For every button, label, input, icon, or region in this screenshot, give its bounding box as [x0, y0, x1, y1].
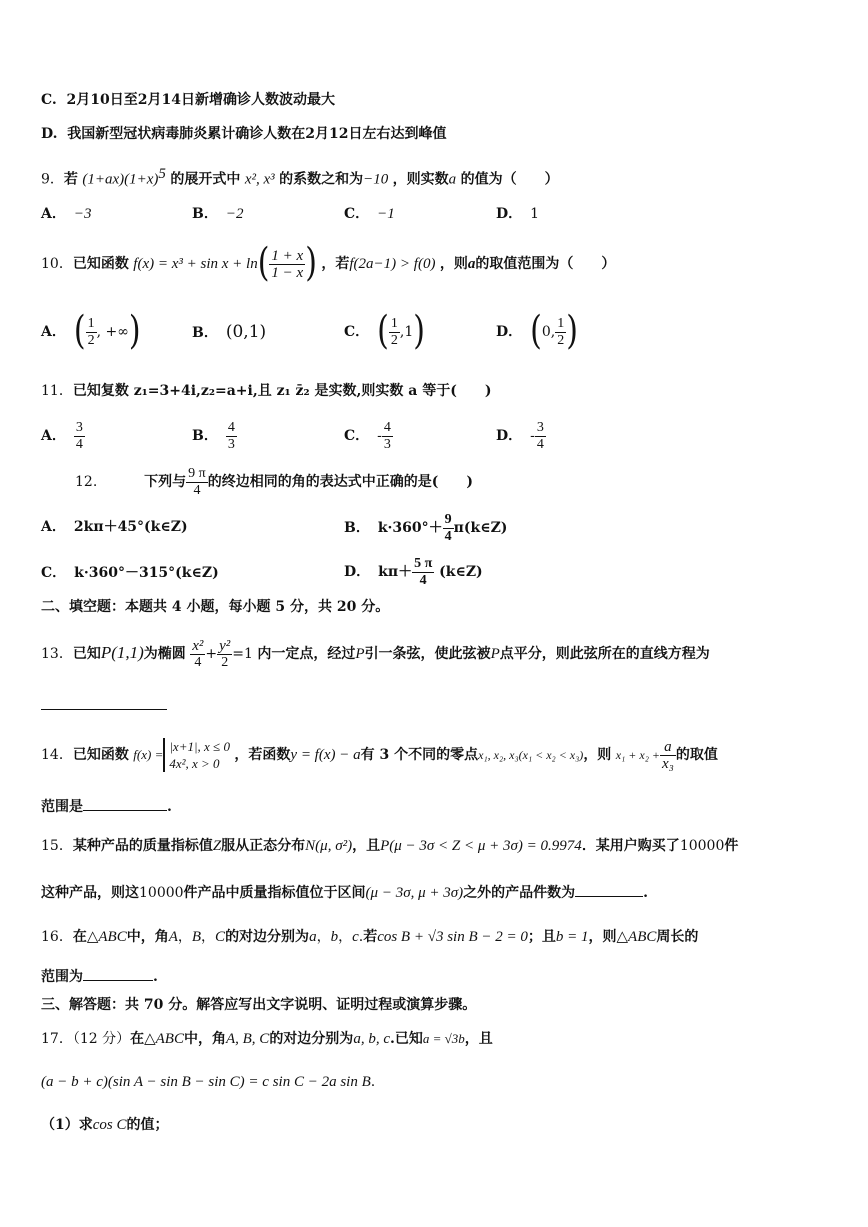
q12-option-d: D． kπ＋ $\frac{5 \pi}{4}$ (k∈Z): [344, 555, 483, 588]
q12-option-c: C． k·360°－315°(k∈Z): [41, 565, 219, 581]
q11-option-d: D． - $\frac{3}{4}$: [496, 419, 544, 452]
question-15: 15．某种产品的质量指标值Z服从正态分布N(μ, σ²)，且P(μ − 3σ < Z < μ + 3σ) = 0.9974．某用户购买了10000件: [41, 838, 739, 854]
question-16-cont: 范围为 .: [41, 966, 158, 987]
q11-option-b: B． $\frac{4}{3}$: [192, 419, 235, 452]
q14-piecewise: |x+1|, x ≤ 0 4x², x > 0: [163, 738, 230, 772]
question-14: 14．已知函数 f(x) = |x+1|, x ≤ 0 4x², x > 0 ，若函数y = f(x) − a有 3 个不同的零点x₁, x₂, x₃(x₁ < x₂ < x₃)，则 x₁ + x₂ + $\frac{a}{\text{x₃}}$ 的取值: [41, 738, 718, 772]
question-9: 9．若 $(1+ax)(1+x)^5$ 的展开式中 x², x³ 的系数之和为−10 ，则实数a 的值为（ ）: [41, 166, 559, 188]
section-3-heading: 三、解答题：共 70 分。解答应写出文字说明、证明过程或演算步骤。: [41, 997, 477, 1013]
question-16: 16．在△ABC中，角A，B，C的对边分别为a，b，c.若cos B + √3 sin B − 2 = 0；且b = 1，则△ABC周长的: [41, 929, 699, 945]
q10-option-c: C． ( $\frac{1}{2}$ ,1): [344, 308, 425, 355]
question-13: 13．已知P(1,1)为椭圆 $\frac{\text{x²}}{4}$ + $\frac{\text{y²}}{2}$ =1 内一定点，经过P引一条弦，使此弦被P点平分，则此弦所在的直线方程为: [41, 637, 710, 670]
q8-option-c: C. 2月10日至2月14日新增确诊人数波动最大: [41, 92, 335, 108]
question-10: 10．已知函数 f(x) = x³ + sin x + ln( $\frac{1 + x}{1 - x}$ ) ，若f(2a−1) > f(0) ，则a的取值范围为（ ）: [41, 240, 616, 287]
q16-answer-blank: [83, 966, 153, 981]
q11-option-a: A． $\frac{3}{4}$: [41, 419, 83, 452]
question-14-cont: 范围是 .: [41, 796, 172, 817]
question-15-cont: 这种产品，则这10000件产品中质量指标值位于区间(μ − 3σ, μ + 3σ)之外的产品件数为 .: [41, 882, 648, 903]
q9-option-b: B． −2: [192, 206, 244, 222]
q13-answer-blank: [41, 709, 167, 710]
question-17-equation: (a − b + c)(sin A − sin B − sin C) = c sin C − 2a sin B.: [41, 1074, 376, 1090]
section-2-heading: 二、填空题：本题共 4 小题，每小题 5 分，共 20 分。: [41, 599, 390, 615]
q9-option-c: C． −1: [344, 206, 395, 222]
q9-option-d: D． 1: [496, 206, 540, 222]
q12-option-b: B． k·360°＋ $\frac{9}{4}$ π(k∈Z): [344, 511, 508, 544]
q15-answer-blank: [575, 882, 643, 897]
q12-option-a: A． 2kπ＋45°(k∈Z): [41, 519, 188, 535]
question-17: 17．（12 分）在△ABC中，角A, B, C的对边分别为a, b, c.已知a = √3b，且: [41, 1031, 493, 1047]
q8-option-d: D. 我国新型冠状病毒肺炎累计确诊人数在2月12日左右达到峰值: [41, 126, 447, 142]
q10-fraction: $\frac{1 + x}{1 - x}$: [271, 247, 304, 281]
q14-answer-blank: [83, 796, 167, 811]
q11-option-c: C． - $\frac{4}{3}$: [344, 419, 391, 452]
q10-option-d: D． (0, $\frac{1}{2}$ ): [496, 308, 578, 355]
question-11: 11．已知复数 z₁=3+4i,z₂=a+i,且 z₁ z̄₂ 是实数,则实数 a 等于( ): [41, 383, 492, 399]
question-12: 12. 下列与 $\frac{9 \pi}{4}$ 的终边相同的角的表达式中正确的是( ): [75, 465, 473, 498]
question-17-part-1: （1）求cos C的值；: [41, 1117, 169, 1133]
q9-option-a: A． −3: [41, 206, 92, 222]
q10-option-b: B． (0,1): [192, 322, 267, 342]
q10-option-a: A． ( $\frac{1}{2}$ , +∞): [41, 308, 141, 355]
